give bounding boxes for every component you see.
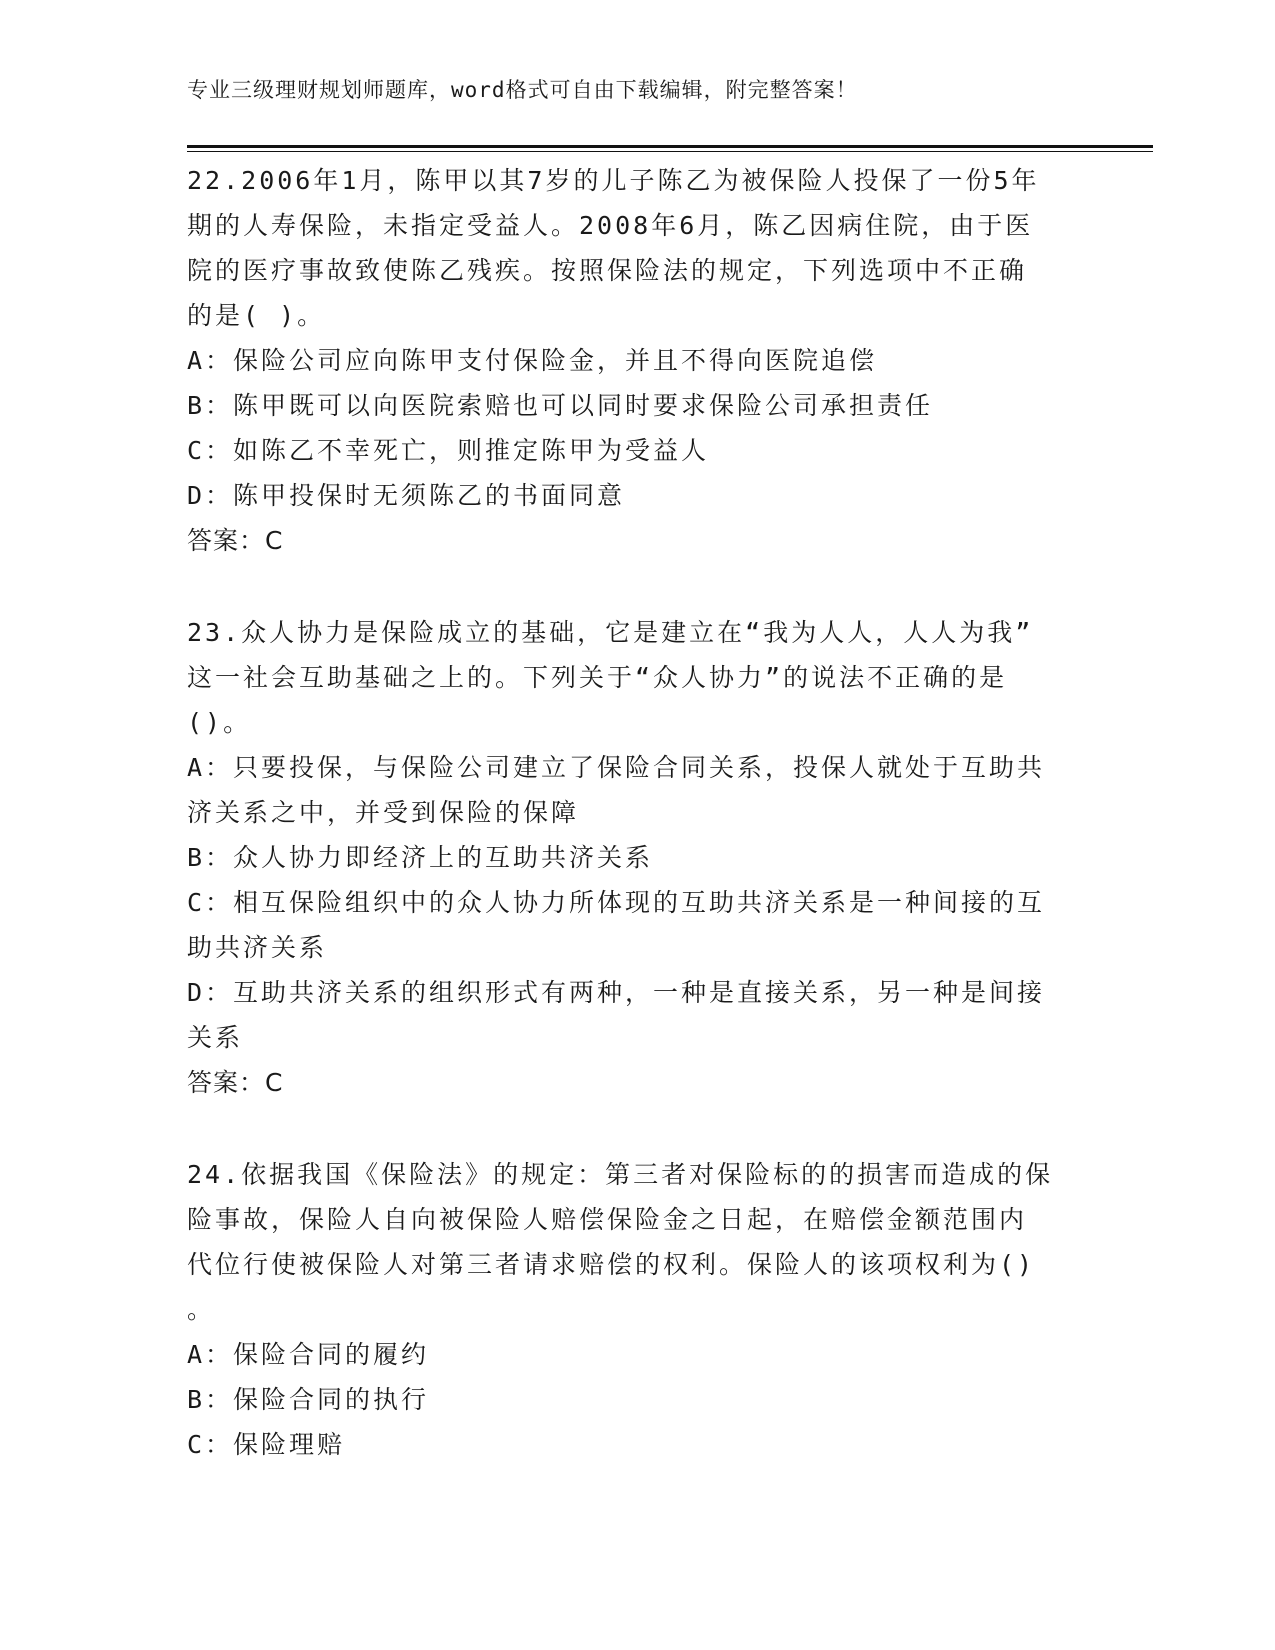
question-stem-line: 代位行使被保险人对第三者请求赔偿的权利。保险人的该项权利为() [187, 1250, 1036, 1279]
question-stem-line: 22.2006年1月，陈甲以其7岁的儿子陈乙为被保险人投保了一份5年 [187, 166, 1040, 195]
option-d-continued: 关系 [187, 1023, 244, 1052]
spacer [187, 1105, 1087, 1152]
question-stem-line: 的是( )。 [187, 301, 326, 330]
option-a-continued: 济关系之中，并受到保险的保障 [187, 798, 580, 827]
header-rule-thin [187, 151, 1153, 152]
question-stem-line: 。 [187, 1295, 216, 1324]
option-c-continued: 助共济关系 [187, 933, 328, 962]
question-23 [187, 610, 1087, 1105]
spacer [187, 563, 1087, 610]
header-rule-thick [187, 145, 1153, 148]
option-c: C：相互保险组织中的众人协力所体现的互助共济关系是一种间接的互 [187, 888, 1046, 917]
question-list [187, 158, 1087, 1467]
option-d: D：互助共济关系的组织形式有两种，一种是直接关系，另一种是间接 [187, 978, 1046, 1007]
option-b: B：保险合同的执行 [187, 1385, 430, 1414]
question-stem-line: ()。 [187, 708, 252, 737]
option-a: A：只要投保，与保险公司建立了保险合同关系，投保人就处于互助共 [187, 753, 1046, 782]
question-stem-line: 这一社会互助基础之上的。下列关于“众人协力”的说法不正确的是 [187, 663, 1008, 692]
option-c: C：保险理赔 [187, 1430, 346, 1459]
question-22 [187, 158, 1087, 563]
question-stem-line: 23.众人协力是保险成立的基础，它是建立在“我为人人，人人为我” [187, 618, 1034, 647]
option-a: A：保险公司应向陈甲支付保险金，并且不得向医院追偿 [187, 346, 878, 375]
question-stem-line: 24.依据我国《保险法》的规定：第三者对保险标的的损害而造成的保 [187, 1160, 1054, 1189]
answer-label: 答案：C [187, 1068, 284, 1097]
option-b: B：陈甲既可以向医院索赔也可以同时要求保险公司承担责任 [187, 391, 934, 420]
question-stem-line: 期的人寿保险，未指定受益人。2008年6月，陈乙因病住院，由于医 [187, 211, 1034, 240]
question-stem-line: 险事故，保险人自向被保险人赔偿保险金之日起，在赔偿金额范围内 [187, 1205, 1028, 1234]
option-a: A：保险合同的履约 [187, 1340, 430, 1369]
question-24 [187, 1152, 1087, 1467]
answer-label: 答案：C [187, 526, 284, 555]
option-c: C：如陈乙不幸死亡，则推定陈甲为受益人 [187, 436, 710, 465]
option-b: B：众人协力即经济上的互助共济关系 [187, 843, 654, 872]
page-header: 专业三级理财规划师题库，word格式可自由下载编辑，附完整答案！ [187, 78, 858, 102]
option-d: D：陈甲投保时无须陈乙的书面同意 [187, 481, 626, 510]
question-stem-line: 院的医疗事故致使陈乙残疾。按照保险法的规定，下列选项中不正确 [187, 256, 1028, 285]
